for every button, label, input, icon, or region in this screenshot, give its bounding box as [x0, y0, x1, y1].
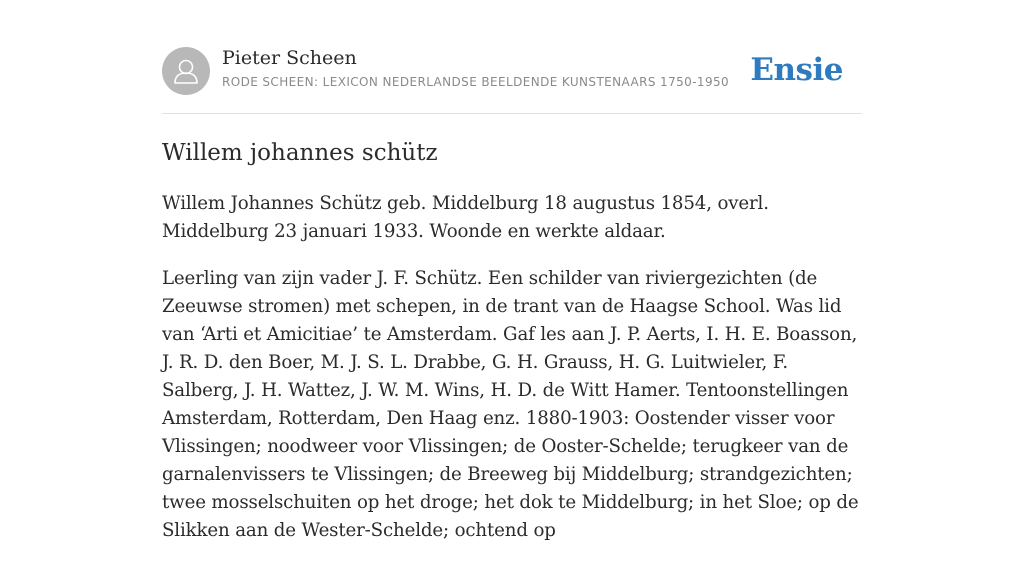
- header-divider: [162, 113, 862, 114]
- article-body: [162, 190, 867, 564]
- source-title[interactable]: RODE SCHEEN: LEXICON NEDERLANDSE BEELDENDE KUNSTENAARS 1750-1950: [222, 75, 730, 89]
- person-outline-icon: [162, 47, 210, 95]
- user-avatar-icon[interactable]: [162, 47, 210, 95]
- article-header: [162, 46, 862, 96]
- author-name[interactable]: Pieter Scheen: [222, 47, 357, 69]
- article-paragraph: Leerling van zijn vader J. F. Schütz. Een schilder van riviergezichten (de Zeeuwse stromen) met schepen, in de trant van de Haagse School. Was lid van ‘Arti et Amicitiae’ te Amsterdam. Gaf les aan J. P. Aerts, I. H. E. Boasson, J. R. D. den Boer, M. J. S. L. Drabbe, G. H. Grauss, H. G. Luitwieler, F. Salberg, J. H. Wattez, J. W. M. Wins, H. D. de Witt Hamer. Tentoonstellingen Amsterdam, Rotterdam, Den Haag enz. 1880-1903: Oostender visser voor Vlissingen; noodweer voor Vlissingen; de Ooster-Schelde; terugkeer van de garnalenvissers te Vlissingen; de Breeweg bij Middelburg; strandgezichten; twee mosselschuiten op het droge; het dok te Middelburg; in het Sloe; op de Slikken aan de Wester-Schelde; ochtend op: [162, 268, 859, 541]
- article-paragraph: Willem Johannes Schütz geb. Middelburg 18 augustus 1854, overl. Middelburg 23 januari 1933. Woonde en werkte aldaar.: [162, 193, 769, 242]
- article-title: Willem johannes schütz: [162, 140, 438, 166]
- brand-logo[interactable]: Ensie: [750, 52, 843, 88]
